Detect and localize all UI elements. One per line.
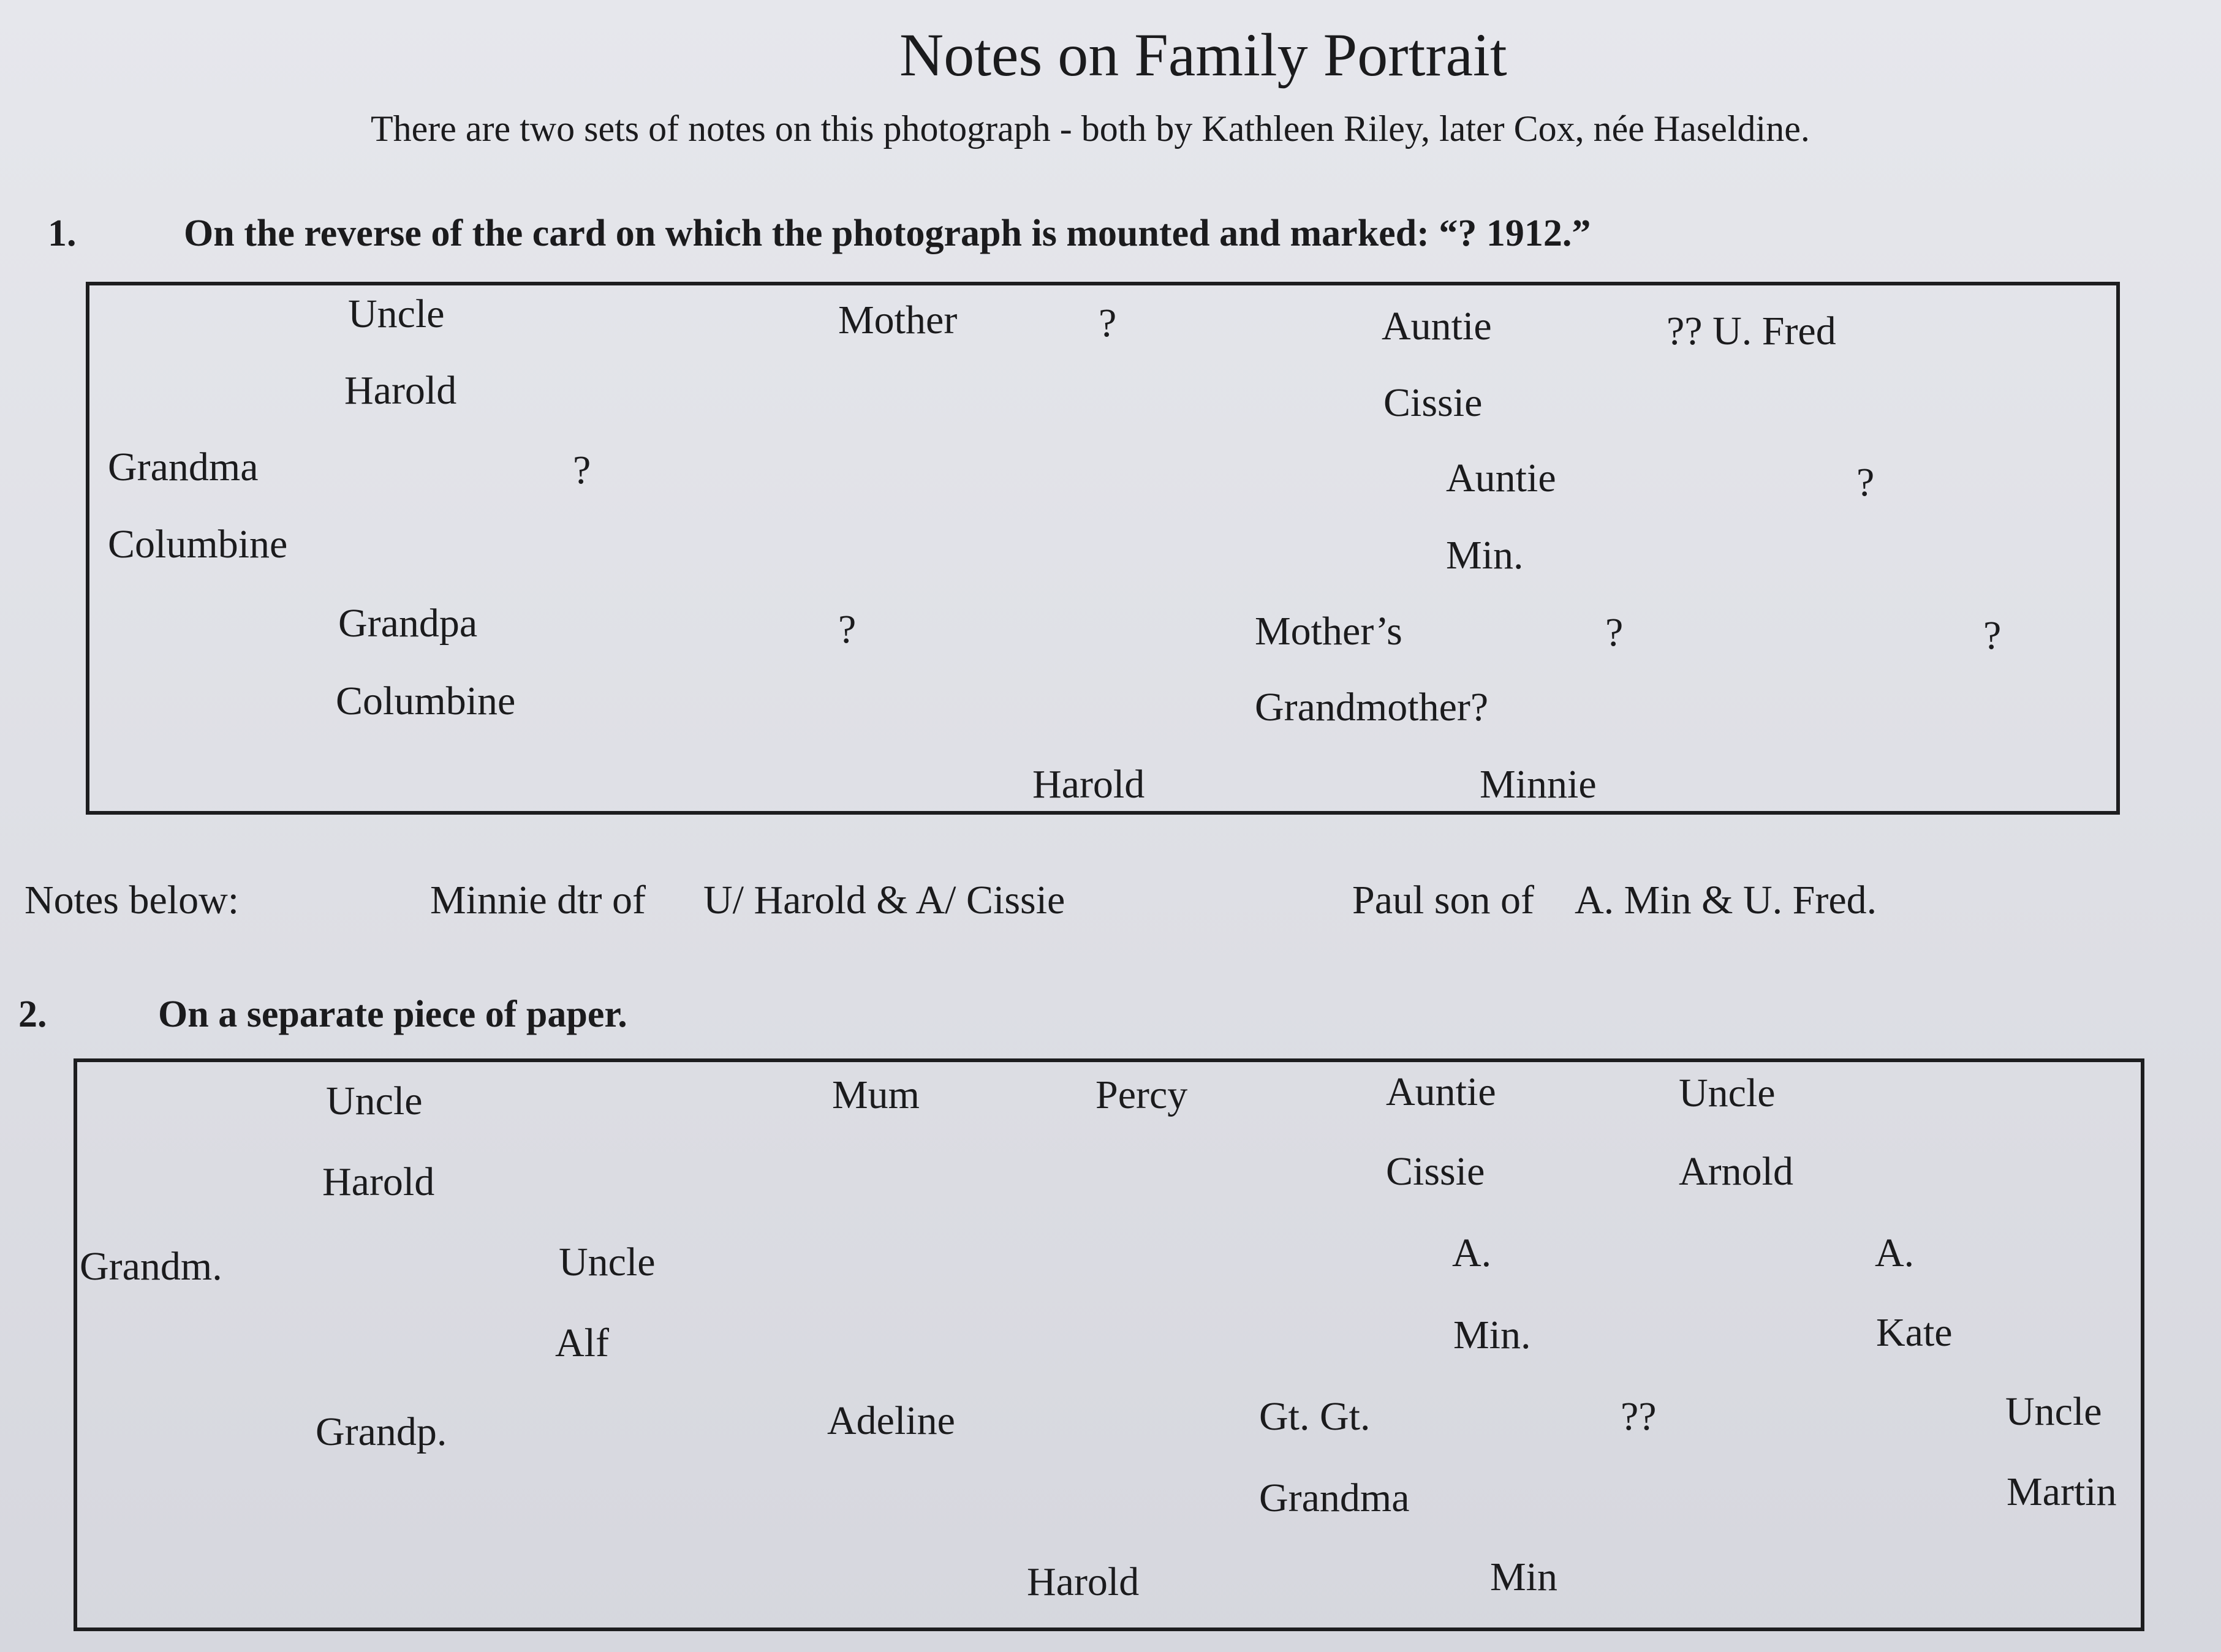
section-2-box (74, 1058, 2144, 1631)
s2-label: ?? (1621, 1394, 1657, 1439)
s1-label: Uncle (348, 292, 445, 336)
s1-label: Columbine (336, 679, 516, 723)
s2-label: Arnold (1679, 1149, 1793, 1194)
s2-label: Harold (322, 1160, 435, 1204)
s2-label: Uncle (2005, 1389, 2102, 1434)
s2-label: Percy (1095, 1073, 1188, 1117)
s1-label: Auntie (1446, 456, 1556, 500)
s1-label: ?? U. Fred (1667, 309, 1836, 353)
s2-label: Min. (1453, 1313, 1531, 1357)
s1-label: ? (1983, 613, 2002, 658)
s2-label: Uncle (326, 1079, 423, 1123)
s2-label: A. (1452, 1231, 1492, 1275)
s2-label: A. (1875, 1231, 1915, 1275)
s1-label: Min. (1446, 533, 1524, 578)
s1-label: Cissie (1383, 380, 1483, 425)
s1-label: ? (1856, 460, 1875, 505)
s1-label: Harold (1032, 762, 1145, 807)
section-2-number: 2. (18, 994, 47, 1035)
section-2-heading: On a separate piece of paper. (158, 994, 627, 1035)
note-1-prefix: Minnie dtr of (430, 878, 646, 922)
note-2-prefix: Paul son of (1352, 878, 1534, 922)
section-1-number: 1. (48, 213, 77, 254)
s2-label: Martin (2007, 1469, 2117, 1514)
s2-label: Cissie (1386, 1149, 1485, 1194)
s1-label: Grandpa (338, 601, 478, 646)
s2-label: Grandp. (316, 1409, 447, 1454)
notes-below-label: Notes below: (25, 878, 240, 922)
intro-text: There are two sets of notes on this photograph - both by Kathleen Riley, later Cox, née Haseldine. (371, 108, 1810, 149)
s2-label: Grandm. (80, 1244, 222, 1289)
s1-label: Minnie (1480, 762, 1597, 807)
s1-label: Mother’s (1255, 609, 1402, 654)
s2-label: Mum (832, 1073, 920, 1117)
s1-label: Grandma (108, 445, 259, 489)
s2-label: Auntie (1386, 1069, 1496, 1114)
page-title: Notes on Family Portrait (899, 21, 1507, 89)
s2-label: Grandma (1259, 1476, 1410, 1520)
s1-label: ? (573, 448, 591, 492)
note-2-text: A. Min & U. Fred. (1575, 878, 1877, 922)
s2-label: Uncle (559, 1240, 656, 1284)
s2-label: Alf (555, 1321, 609, 1365)
s2-label: Min (1490, 1555, 1558, 1599)
note-1-text: U/ Harold & A/ Cissie (703, 878, 1065, 922)
s1-label: ? (1605, 610, 1624, 655)
s2-label: Kate (1876, 1310, 1953, 1355)
s1-label: ? (838, 607, 857, 652)
s1-label: ? (1099, 301, 1117, 345)
s2-label: Gt. Gt. (1259, 1394, 1371, 1439)
section-1-box (86, 282, 2120, 815)
s2-label: Adeline (827, 1398, 955, 1443)
s1-label: Auntie (1382, 304, 1492, 349)
section-1-heading: On the reverse of the card on which the photograph is mounted and marked: “? 1912.” (184, 213, 1591, 254)
s1-label: Harold (344, 368, 457, 413)
s1-label: Grandmother? (1255, 685, 1489, 730)
s2-label: Harold (1027, 1560, 1140, 1604)
s1-label: Mother (838, 298, 958, 342)
s1-label: Columbine (108, 522, 288, 567)
s2-label: Uncle (1679, 1071, 1776, 1115)
